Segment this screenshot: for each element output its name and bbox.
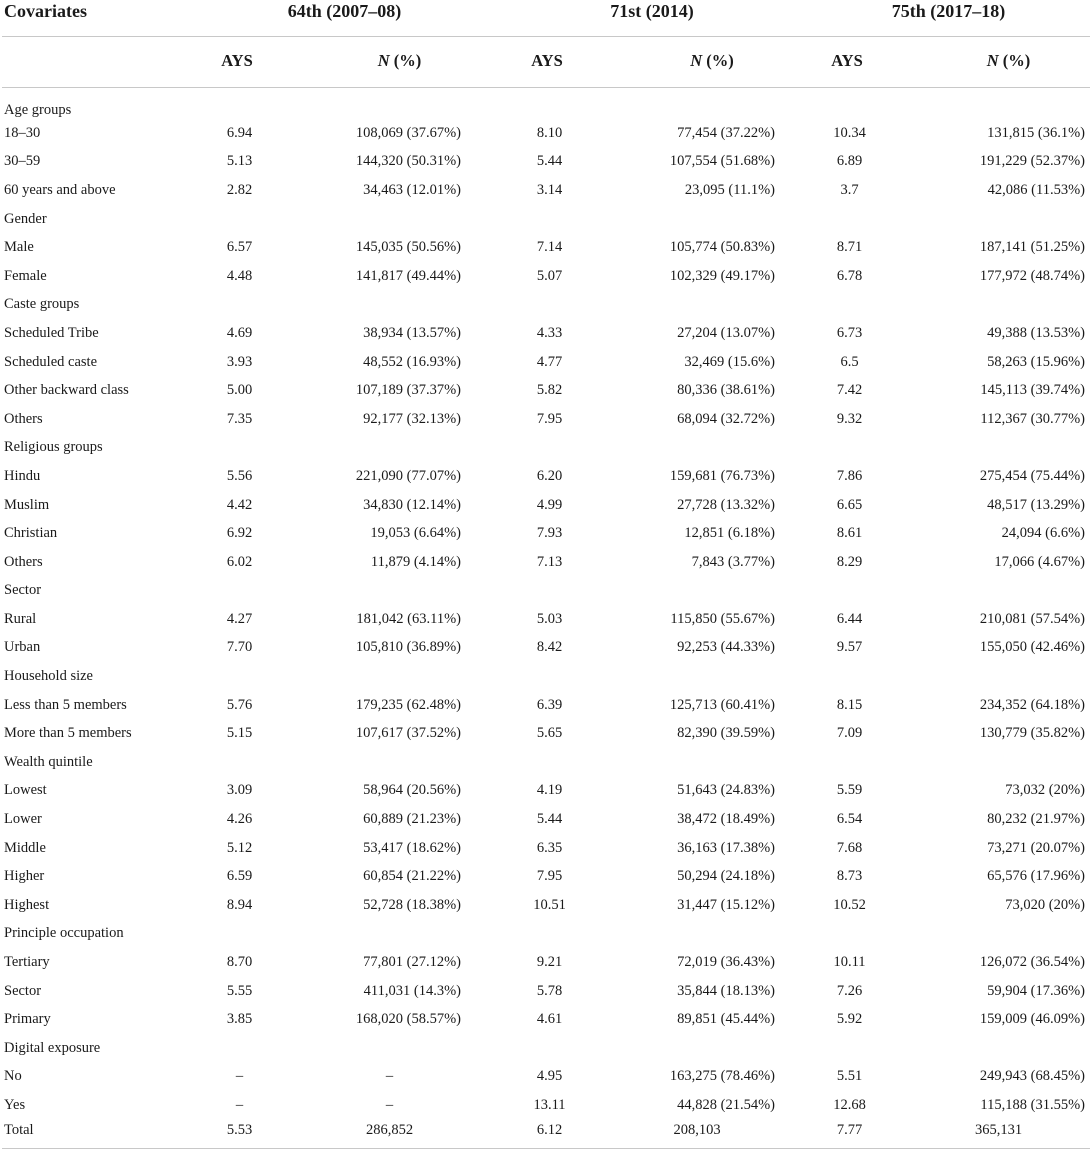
table-row (2, 948, 1090, 977)
row-label: Muslim (4, 496, 50, 513)
n-italic: N (986, 50, 999, 70)
n-cell: 77,801 (27.12%) (363, 954, 461, 971)
n-cell: 365,131 (974, 1122, 1023, 1139)
total-row (2, 1120, 1090, 1149)
n-cell: 65,576 (17.96%) (987, 868, 1085, 885)
n-cell: 102,329 (49.17%) (669, 267, 775, 284)
ays-cell: 6.59 (226, 868, 253, 885)
table-row (2, 376, 1090, 405)
ays-cell: 6.20 (536, 467, 563, 484)
ays-cell: 5.82 (536, 382, 563, 399)
n-cell: 187,141 (51.25%) (979, 239, 1085, 256)
ays-cell: 4.99 (536, 496, 563, 513)
ays-cell: 5.76 (226, 696, 253, 713)
ays-cell: 10.51 (533, 896, 566, 913)
ays-cell: 6.89 (836, 153, 863, 170)
ays-cell: 4.69 (226, 324, 253, 341)
n-cell: 191,229 (52.37%) (979, 153, 1085, 170)
n-header (907, 37, 1090, 88)
table-row (2, 719, 1090, 748)
table-row (2, 891, 1090, 920)
group-header-row (2, 88, 1090, 120)
row-label: Female (4, 267, 47, 284)
header-row-measures (2, 37, 1090, 88)
table-row (2, 519, 1090, 548)
table-row (2, 148, 1090, 177)
ays-cell: 6.39 (536, 696, 563, 713)
group-label: Sector (4, 582, 42, 599)
row-label: 30–59 (4, 153, 41, 170)
group-header-row (2, 748, 1090, 777)
ays-cell: 4.26 (226, 811, 253, 828)
ays-cell: 7.95 (536, 868, 563, 885)
n-cell: 181,042 (63.11%) (356, 610, 461, 627)
n-cell: 411,031 (14.3%) (363, 982, 461, 999)
round-71-header: 71st (2014) (487, 0, 787, 37)
n-cell: 51,643 (24.83%) (677, 782, 775, 799)
ays-cell: 3.85 (226, 1011, 253, 1028)
n-cell: 36,163 (17.38%) (677, 839, 775, 856)
table-body (2, 88, 1090, 1149)
n-cell: 17,066 (4.67%) (994, 553, 1085, 570)
ays-cell: 5.07 (536, 267, 563, 284)
ays-cell: 8.73 (836, 868, 863, 885)
n-cell: 208,103 (673, 1122, 721, 1139)
row-label: More than 5 members (4, 725, 132, 742)
ays-cell: 12.68 (833, 1096, 866, 1113)
table-row (2, 262, 1090, 291)
n-cell: 131,815 (36.1%) (987, 124, 1085, 141)
table-row (2, 977, 1090, 1006)
n-cell: 177,972 (48.74%) (979, 267, 1085, 284)
row-label: Highest (4, 896, 50, 913)
ays-cell: 6.92 (226, 525, 253, 542)
ays-cell: 3.14 (536, 181, 563, 198)
group-header-row (2, 434, 1090, 463)
n-cell: 19,053 (6.64%) (370, 525, 461, 542)
row-label: Higher (4, 868, 45, 885)
n-cell: 34,463 (12.01%) (363, 181, 461, 198)
n-cell: 221,090 (77.07%) (355, 467, 461, 484)
n-cell: – (385, 1068, 394, 1085)
table-row (2, 1005, 1090, 1034)
total-label: Total (4, 1122, 34, 1139)
ays-cell: 5.44 (536, 811, 563, 828)
n-cell: 59,904 (17.36%) (987, 982, 1085, 999)
n-cell: 179,235 (62.48%) (355, 696, 461, 713)
table-row (2, 233, 1090, 262)
n-cell: 105,774 (50.83%) (669, 239, 775, 256)
ays-cell: 5.13 (226, 153, 253, 170)
table-row (2, 1091, 1090, 1120)
n-cell: 32,469 (15.6%) (684, 353, 775, 370)
ays-cell: 10.52 (833, 896, 866, 913)
ays-cell: 6.73 (836, 324, 863, 341)
ays-cell: 7.95 (536, 410, 563, 427)
group-header-row (2, 662, 1090, 691)
n-cell: 73,271 (20.07%) (987, 839, 1085, 856)
n-cell: 50,294 (24.18%) (677, 868, 775, 885)
n-suffix: (%) (389, 50, 422, 70)
ays-cell: 6.02 (226, 553, 253, 570)
table-row (2, 805, 1090, 834)
n-cell: 234,352 (64.18%) (979, 696, 1085, 713)
ays-cell: 7.35 (226, 410, 253, 427)
ays-cell: 6.57 (226, 239, 253, 256)
ays-cell: 6.44 (836, 610, 863, 627)
ays-cell: 4.95 (536, 1068, 563, 1085)
n-cell: 155,050 (42.46%) (979, 639, 1085, 656)
n-cell: 68,094 (32.72%) (677, 410, 775, 427)
table-row (2, 176, 1090, 205)
ays-cell: 13.11 (533, 1096, 566, 1113)
n-cell: 275,454 (75.44%) (979, 467, 1085, 484)
ays-cell: 8.61 (836, 525, 863, 542)
row-label: Urban (4, 639, 41, 656)
n-cell: 107,554 (51.68%) (669, 153, 775, 170)
n-cell: 38,934 (13.57%) (363, 324, 461, 341)
n-cell: 108,069 (37.67%) (355, 124, 461, 141)
n-cell: 27,728 (13.32%) (677, 496, 775, 513)
ays-cell: 4.48 (226, 267, 253, 284)
table-row (2, 834, 1090, 863)
row-label: No (4, 1068, 22, 1085)
row-label: Scheduled Tribe (4, 324, 99, 341)
n-cell: 115,188 (31.55%) (980, 1096, 1085, 1113)
ays-cell: 5.56 (226, 467, 253, 484)
row-label: Scheduled caste (4, 353, 98, 370)
n-cell: 60,854 (21.22%) (363, 868, 461, 885)
row-label: Male (4, 239, 34, 256)
n-cell: 34,830 (12.14%) (363, 496, 461, 513)
table-row (2, 405, 1090, 434)
n-header (292, 37, 487, 88)
n-cell: 35,844 (18.13%) (677, 982, 775, 999)
n-cell: 77,454 (37.22%) (677, 124, 775, 141)
ays-cell: 9.21 (536, 954, 563, 971)
n-cell: 72,019 (36.43%) (677, 954, 775, 971)
round-75-header: 75th (2017–18) (787, 0, 1090, 37)
n-cell: 141,817 (49.44%) (355, 267, 461, 284)
table-bottom-rule (2, 1148, 1090, 1159)
group-label: Digital exposure (4, 1039, 101, 1056)
row-label: Christian (4, 525, 58, 542)
n-cell: 23,095 (11.1%) (684, 181, 775, 198)
ays-cell: 8.94 (226, 896, 253, 913)
ays-cell: 8.71 (836, 239, 863, 256)
ays-cell: 6.12 (536, 1122, 563, 1139)
n-cell: 53,417 (18.62%) (363, 839, 461, 856)
round-64-header: 64th (2007–08) (182, 0, 487, 37)
ays-cell: 4.61 (536, 1011, 563, 1028)
n-cell: 31,447 (15.12%) (677, 896, 775, 913)
row-label: Yes (4, 1096, 26, 1113)
ays-cell: 5.92 (836, 1011, 863, 1028)
ays-cell: 10.34 (833, 124, 866, 141)
ays-cell: 5.12 (226, 839, 253, 856)
row-label: 18–30 (4, 124, 41, 141)
group-header-row (2, 1034, 1090, 1063)
n-cell: 145,035 (50.56%) (355, 239, 461, 256)
ays-cell: 7.86 (836, 467, 863, 484)
table-row (2, 605, 1090, 634)
n-cell: 107,189 (37.37%) (355, 382, 461, 399)
row-label: Less than 5 members (4, 696, 127, 713)
n-cell: 44,828 (21.54%) (677, 1096, 775, 1113)
row-label: Lower (4, 811, 42, 828)
n-cell: 210,081 (57.54%) (979, 610, 1085, 627)
row-label: Lowest (4, 782, 47, 799)
n-cell: 92,253 (44.33%) (677, 639, 775, 656)
row-label: Hindu (4, 467, 41, 484)
n-cell: 80,232 (21.97%) (987, 811, 1085, 828)
group-label: Wealth quintile (4, 753, 93, 770)
n-cell: 48,517 (13.29%) (987, 496, 1085, 513)
n-suffix: (%) (702, 50, 734, 70)
ays-cell: 6.54 (836, 811, 863, 828)
n-cell: 168,020 (58.57%) (355, 1011, 461, 1028)
ays-cell: 2.82 (226, 181, 253, 198)
n-cell: 112,367 (30.77%) (980, 410, 1085, 427)
group-label: Religious groups (4, 439, 103, 456)
covariates-table (2, 0, 1090, 1159)
ays-cell: 3.93 (226, 353, 253, 370)
ays-cell: 8.42 (536, 639, 563, 656)
ays-cell: 5.00 (226, 382, 253, 399)
table-row (2, 119, 1090, 148)
n-cell: 286,852 (365, 1122, 414, 1139)
n-cell: 159,681 (76.73%) (669, 467, 775, 484)
ays-cell: 6.35 (536, 839, 563, 856)
n-cell: 38,472 (18.49%) (677, 811, 775, 828)
n-cell: 27,204 (13.07%) (677, 324, 775, 341)
ays-cell: 4.77 (536, 353, 563, 370)
ays-cell: 5.78 (536, 982, 563, 999)
ays-cell: 8.15 (836, 696, 863, 713)
n-cell: 105,810 (36.89%) (355, 639, 461, 656)
n-cell: 11,879 (4.14%) (370, 553, 461, 570)
n-cell: 107,617 (37.52%) (355, 725, 461, 742)
n-cell: 7,843 (3.77%) (691, 553, 775, 570)
table-row (2, 691, 1090, 720)
group-label: Household size (4, 668, 93, 685)
n-cell: 126,072 (36.54%) (979, 954, 1085, 971)
n-italic: N (690, 50, 703, 70)
n-cell: 80,336 (38.61%) (677, 382, 775, 399)
ays-cell: 6.65 (836, 496, 863, 513)
ays-cell: – (235, 1096, 244, 1113)
ays-cell: 5.55 (226, 982, 253, 999)
n-cell: 60,889 (21.23%) (363, 811, 461, 828)
ays-cell: 7.13 (536, 553, 563, 570)
ays-cell: 3.7 (840, 181, 859, 198)
ays-cell: – (235, 1068, 244, 1085)
ays-cell: 3.09 (226, 782, 253, 799)
ays-header: AYS (787, 37, 907, 88)
ays-cell: 7.70 (226, 639, 253, 656)
row-label: Others (4, 410, 43, 427)
row-label: Primary (4, 1011, 51, 1028)
ays-cell: 5.03 (536, 610, 563, 627)
group-header-row (2, 291, 1090, 320)
row-label: Other backward class (4, 382, 129, 399)
n-cell: 24,094 (6.6%) (1001, 525, 1085, 542)
ays-cell: 5.51 (836, 1068, 863, 1085)
ays-cell: 7.77 (836, 1122, 863, 1139)
n-cell: 89,851 (45.44%) (677, 1011, 775, 1028)
n-cell: 42,086 (11.53%) (987, 181, 1085, 198)
table-row (2, 1063, 1090, 1092)
n-cell: 163,275 (78.46%) (669, 1068, 775, 1085)
ays-cell: 8.29 (836, 553, 863, 570)
n-italic: N (377, 50, 390, 70)
group-header-row (2, 920, 1090, 949)
row-label: Tertiary (4, 954, 50, 971)
ays-cell: 6.78 (836, 267, 863, 284)
n-cell: 144,320 (50.31%) (355, 153, 461, 170)
bottom-rule-cell (2, 1148, 1090, 1159)
table-row (2, 348, 1090, 377)
n-cell: 115,850 (55.67%) (670, 610, 775, 627)
n-cell: 159,009 (46.09%) (979, 1011, 1085, 1028)
ays-cell: 9.32 (836, 410, 863, 427)
ays-cell: 4.42 (226, 496, 253, 513)
group-label: Gender (4, 210, 47, 227)
group-header-row (2, 205, 1090, 234)
row-label: Middle (4, 839, 46, 856)
ays-cell: 7.68 (836, 839, 863, 856)
group-header-row (2, 577, 1090, 606)
ays-header: AYS (487, 37, 607, 88)
n-cell: – (385, 1096, 394, 1113)
group-label: Caste groups (4, 296, 80, 313)
ays-cell: 5.59 (836, 782, 863, 799)
ays-cell: 7.42 (836, 382, 863, 399)
n-cell: 130,779 (35.82%) (979, 725, 1085, 742)
ays-cell: 8.70 (226, 954, 253, 971)
n-cell: 249,943 (68.45%) (979, 1068, 1085, 1085)
ays-cell: 4.27 (226, 610, 253, 627)
ays-cell: 5.44 (536, 153, 563, 170)
n-cell: 125,713 (60.41%) (669, 696, 775, 713)
ays-header: AYS (182, 37, 292, 88)
row-label: 60 years and above (4, 181, 116, 198)
table-row (2, 862, 1090, 891)
covariates-header: Covariates (2, 0, 182, 37)
n-cell: 92,177 (32.13%) (363, 410, 461, 427)
blank-header (2, 37, 182, 88)
row-label: Sector (4, 982, 42, 999)
ays-cell: 10.11 (833, 954, 866, 971)
n-cell: 82,390 (39.59%) (677, 725, 775, 742)
table-row (2, 548, 1090, 577)
n-cell: 49,388 (13.53%) (987, 324, 1085, 341)
table-row (2, 777, 1090, 806)
n-suffix: (%) (998, 50, 1031, 70)
n-cell: 73,020 (20%) (1005, 896, 1085, 913)
n-cell: 12,851 (6.18%) (684, 525, 775, 542)
group-label: Principle occupation (4, 925, 124, 942)
row-label: Rural (4, 610, 37, 627)
ays-cell: 7.93 (536, 525, 563, 542)
ays-cell: 8.10 (536, 124, 563, 141)
table-row (2, 319, 1090, 348)
table-row (2, 491, 1090, 520)
ays-cell: 5.65 (536, 725, 563, 742)
ays-cell: 6.94 (226, 124, 253, 141)
ays-cell: 7.09 (836, 725, 863, 742)
n-cell: 52,728 (18.38%) (363, 896, 461, 913)
row-label: Others (4, 553, 43, 570)
n-header (607, 37, 787, 88)
ays-cell: 6.5 (840, 353, 859, 370)
table-row (2, 462, 1090, 491)
n-cell: 73,032 (20%) (1005, 782, 1085, 799)
table-row (2, 634, 1090, 663)
ays-cell: 7.26 (836, 982, 863, 999)
ays-cell: 4.33 (536, 324, 563, 341)
group-label: Age groups (4, 102, 72, 118)
ays-cell: 5.15 (226, 725, 253, 742)
ays-cell: 9.57 (836, 639, 863, 656)
ays-cell: 7.14 (536, 239, 563, 256)
n-cell: 48,552 (16.93%) (363, 353, 461, 370)
n-cell: 58,964 (20.56%) (363, 782, 461, 799)
n-cell: 58,263 (15.96%) (987, 353, 1085, 370)
ays-cell: 4.19 (536, 782, 563, 799)
header-row-rounds (2, 0, 1090, 37)
n-cell: 145,113 (39.74%) (980, 382, 1085, 399)
ays-cell: 5.53 (226, 1122, 253, 1139)
